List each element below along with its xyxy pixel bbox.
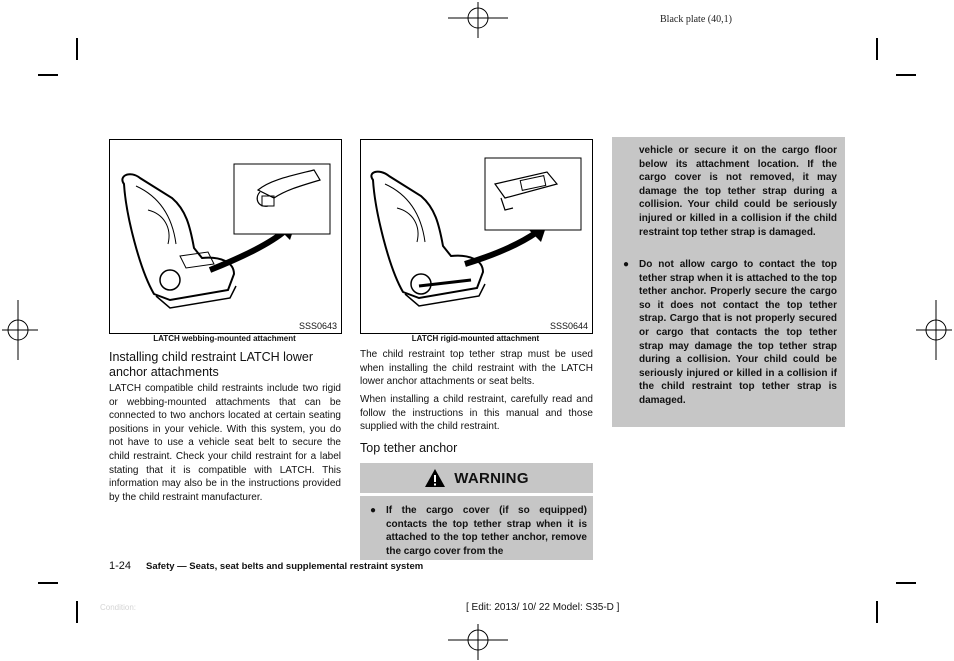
figure-code: SSS0644 [549,321,588,331]
body-paragraph: LATCH compatible child restraints include two rigid or webbing-mounted attachments that can be connected to two anchors located at certain seating positions in your vehicle. With this system, you do not have to use a vehicle seat belt to secure the child restraint. Check your child restraint for a label stating that it is compatible with LATCH. This information may also be in the instructions provided by the child restraint manufacturer. [109,383,341,503]
warning-box-continued [612,137,845,427]
section-title: Safety — Seats, seat belts and supplemental restraint system [146,561,424,572]
registration-mark-icon [2,300,38,360]
body-paragraph: The child restraint top tether strap must be used when installing the child restraint with the LATCH lower anchor attachments or seat belts. [360,349,593,388]
crop-mark [38,582,58,584]
warning-box [360,496,593,560]
warning-triangle-icon [424,468,446,488]
plate-label: Black plate (40,1) [660,14,732,25]
section-heading: Installing child restraint LATCH lower anchor attachments [109,350,314,379]
condition-label: Condition: [100,603,137,612]
figure-caption: LATCH rigid-mounted attachment [411,334,540,343]
figure-latch-webbing [109,139,342,334]
bullet-icon: ● [369,505,377,516]
crop-mark [76,38,78,60]
page-number: 1-24 [109,560,132,572]
crop-mark [76,601,78,623]
child-seat-webbing-illustration [110,140,341,333]
warning-text: If the cargo cover (if so equipped) contacts the top tether strap when it is attached to the top tether anchor, remove the cargo cover from the [386,505,587,557]
figure-code: SSS0643 [298,321,337,331]
registration-mark-icon [448,2,508,38]
edit-info: [ Edit: 2013/ 10/ 22 Model: S35-D ] [466,602,620,613]
crop-mark [38,74,58,76]
warning-bullet [613,258,837,408]
figure-caption: LATCH webbing-mounted attachment [153,334,296,343]
crop-mark [896,74,916,76]
registration-mark-icon [916,300,952,360]
warning-header [360,463,593,493]
subsection-heading: Top tether anchor [360,441,458,455]
warning-title: WARNING [454,469,529,487]
warning-bullet [360,504,587,558]
bullet-icon: ● [622,259,630,270]
figure-latch-rigid [360,139,593,334]
crop-mark [896,582,916,584]
body-paragraph: When installing a child restraint, carefully read and follow the instructions in this manual and those supplied with the child restraint. [360,394,593,433]
crop-mark [876,38,878,60]
registration-mark-icon [448,624,508,660]
child-seat-rigid-illustration [361,140,592,333]
crop-mark [876,601,878,623]
warning-text: Do not allow cargo to contact the top tether strap when it is attached to the top tether anchor. Properly secure the cargo so it does not contact the top tether strap. Cargo that is not properly secured or cargo that contacts the top tether strap may damage the top tether strap during a collision. Your child could be seriously injured or killed in a collision if the child restraint top tether strap is damaged. [639,259,837,406]
warning-text: vehicle or secure it on the cargo floor below its attachment location. If the cargo cover is not removed, it may damage the top tether strap during a collision. Your child could be seriously injured or killed in a collision if the child restraint top tether strap is damaged. [639,145,837,238]
